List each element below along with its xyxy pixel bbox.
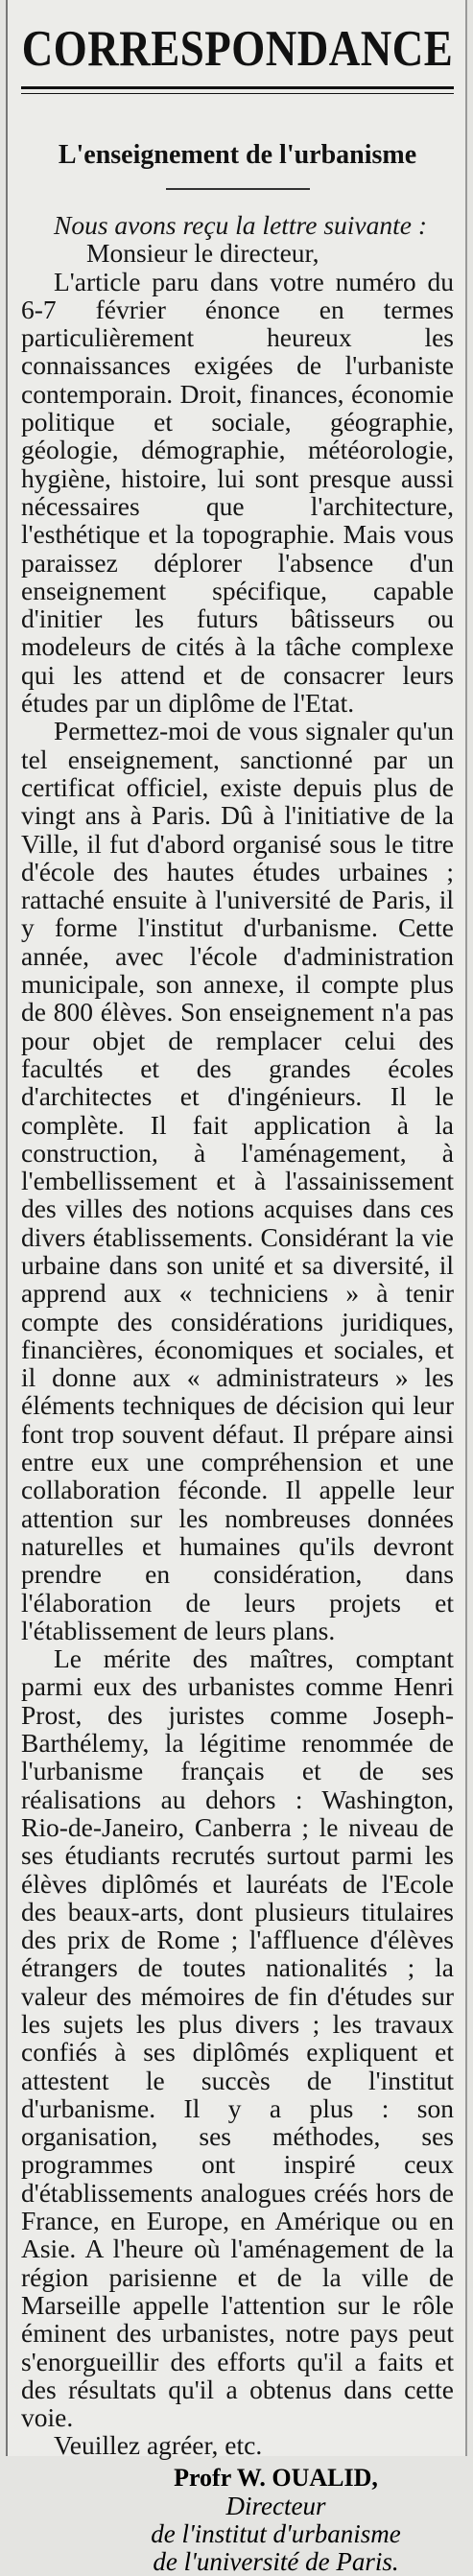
signature-line-2: de l'université de Paris. [153,2546,399,2576]
signature-title: Directeur [225,2491,326,2520]
signature-block [21,2464,454,2576]
article-title: L'enseignement de l'urbanisme [58,140,417,170]
signature-name: Profr W. OUALID, [174,2463,378,2492]
newspaper-column [6,0,467,2576]
salutation: Monsieur le directeur, [86,238,319,269]
section-heading: CORRESPONDANCE [21,19,454,77]
signature-line-1: de l'institut d'urbanisme [151,2518,401,2548]
heading-rule-thin [21,93,454,94]
paragraph: Le mérite des maîtres, comptant parmi eux des urbanistes comme Henri Prost, des juristes comme Joseph-Barthélemy, la légitime renommée de l'urbanisme français et de ses réalisations au dehors : Washington, Rio-de-Janeiro, Canberra ; le niveau de ses étudiants recrutés surtout parmi les élèves diplômés et lauréats de l'Ecole des beaux-arts, dont plusieurs titulaires des prix de Rome ; l'affluence d'élèves étrangers de toutes nationalités ; la valeur des mémoires de fin d'études sur les sujets les plus divers ; les travaux confiés à ses diplômés expliquent et attestent le succès de l'institut d'urbanisme. Il y a plus : son organisation, ses méthodes, ses programmes ont inspiré ceux d'établissements analogues créés hors de France, en Europe, en Amérique ou en Asie. A l'heure où l'aménagement de la région parisienne et de la ville de Marseille appelle l'attention sur le rôle éminent des urbanistes, notre pays peut s'enorgueillir des efforts qu'il a faits et des résultats qu'il a obtenus dans cette voie. [21,1643,454,2433]
title-rule [166,188,310,190]
paragraph: L'article paru dans votre numéro du 6-7 février énonce en termes particulièrement heureux les connaissances exigées de l'urbaniste contemporain. Droit, finances, économie politique et sociale, géographie, géologie, démographie, météorologie, hygiène, histoire, lui sont presque aussi nécessaires que l'architecture, l'esthétique et la topographie. Mais vous paraissez déplorer l'absence d'un enseignement spécifique, capable d'initier les futurs bâtisseurs ou modeleurs de cités à la tâche complexe qui les attend et de consacrer leurs études par un diplôme de l'Etat. [21,266,454,719]
intro-line: Nous avons reçu la lettre suivante : [54,210,428,240]
paragraph: Permettez-moi de vous signaler qu'un tel enseignement, sanctionné par un certificat officiel, existe depuis plus de vingt ans à Paris. Dû à l'initiative de la Ville, il fut d'abord organisé sous le titre d'école des hautes études urbaines ; rattaché ensuite à l'université de Paris, il y forme l'institut d'urbanisme. Cette année, avec l'école d'administration municipale, son annexe, il compte plus de 800 élèves. Son enseignement n'a pas pour objet de remplacer celui des facultés et des grandes écoles d'architectes et d'ingénieurs. Il le complète. Il fait application à la construction, à l'aménagement, à l'embellissement et à l'assainissement des villes des notions acquises dans ces divers établissements. Considérant la vie urbaine dans son unité et sa diversité, il apprend aux « techniciens » à tenir compte des considérations juridiques, financières, économiques et sociales, et il donne aux « administrateurs » les éléments techniques de décision qui leur font trop souvent défaut. Il prépare ainsi entre eux une compréhension et une collaboration féconde. Il appelle leur attention sur les nombreuses données naturelles et humaines qu'ils devront prendre en considération, dans l'élaboration de leurs projets et l'établissement de leurs plans. [21,716,454,1645]
paragraph-closing: Veuillez agréer, etc. [54,2430,263,2461]
article-body [21,211,454,2460]
